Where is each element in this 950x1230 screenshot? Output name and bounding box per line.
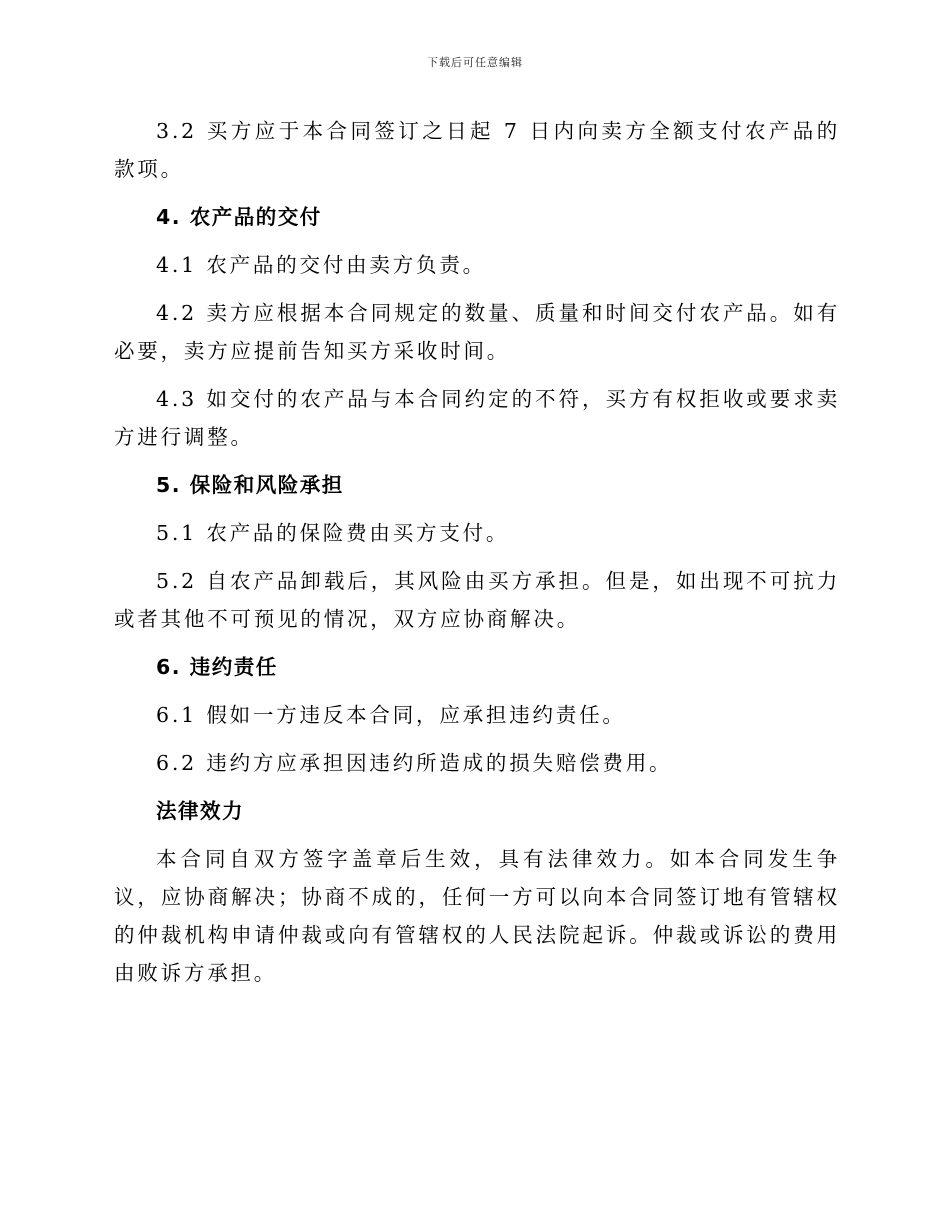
paragraph-4-1: 4.1 农产品的交付由卖方负责。: [156, 253, 486, 277]
section-heading-6: 6. 违约责任: [156, 655, 278, 679]
section-heading-legal-effect: 法律效力: [156, 799, 244, 823]
document-body: [114, 112, 840, 1002]
paragraph-legal-effect: 本合同自双方签字盖章后生效，具有法律效力。如本合同发生争议，应协商解决；协商不成的，任何一方可以向本合同签订地有管辖权的仲裁机构申请仲裁或向有管辖权的人民法院起诉。仲裁或诉讼的费用由败诉方承担。: [114, 847, 840, 985]
section-heading-5: 5. 保险和风险承担: [156, 473, 344, 497]
paragraph-4-2: 4.2 卖方应根据本合同规定的数量、质量和时间交付农产品。如有必要，卖方应提前告知买方采收时间。: [114, 301, 840, 363]
paragraph-6-1: 6.1 假如一方违反本合同，应承担违约责任。: [156, 703, 626, 727]
paragraph-6-2: 6.2 违约方应承担因违约所造成的损失赔偿费用。: [156, 751, 673, 775]
paragraph-3-2: 3.2 买方应于本合同签订之日起 7 日内向卖方全额支付农产品的款项。: [114, 119, 840, 181]
paragraph-4-3: 4.3 如交付的农产品与本合同约定的不符，买方有权拒收或要求卖方进行调整。: [114, 387, 840, 449]
paragraph-5-2: 5.2 自农产品卸载后，其风险由买方承担。但是，如出现不可抗力或者其他不可预见的情况，双方应协商解决。: [114, 569, 840, 631]
header-note: 下载后可任意编辑: [427, 56, 523, 69]
section-heading-4: 4. 农产品的交付: [156, 205, 322, 229]
paragraph-5-1: 5.1 农产品的保险费由买方支付。: [156, 521, 510, 545]
